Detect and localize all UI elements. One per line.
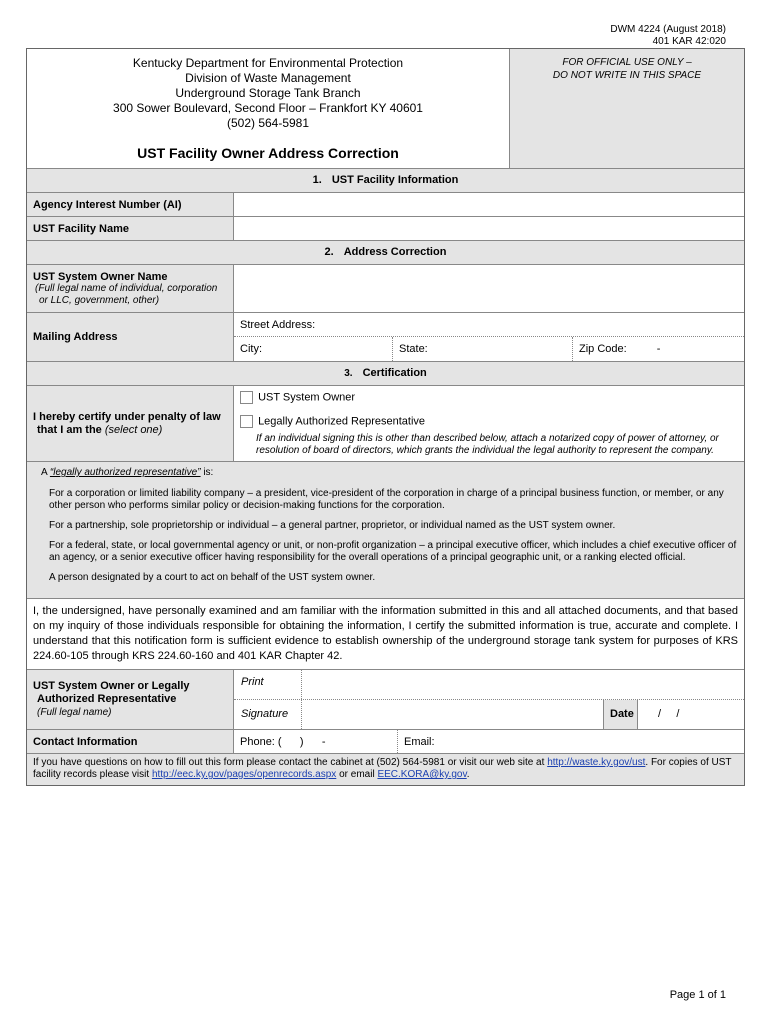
form-header xyxy=(27,49,744,168)
select-one-note: (select one) xyxy=(104,423,163,436)
mailing-address-label: Mailing Address xyxy=(27,313,234,361)
owner-name-row xyxy=(27,264,744,312)
phone-label: Phone: ( ) - xyxy=(240,736,326,748)
date-separators: / / xyxy=(658,708,680,720)
certify-label: I hereby certify under penalty of law xyxy=(33,410,221,423)
agency-address: 300 Sower Boulevard, Second Floor – Frankfort KY 40601 xyxy=(113,101,423,115)
signer-note: (Full legal name) xyxy=(37,707,112,718)
open-records-link[interactable]: http://eec.ky.gov/pages/openrecords.aspx xyxy=(151,769,337,780)
agency-line: Division of Waste Management xyxy=(185,71,351,85)
city-field[interactable] xyxy=(234,337,393,361)
certification-row xyxy=(27,385,744,461)
section-title: UST Facility Information xyxy=(331,174,459,186)
definition-item: For a partnership, sole proprietorship or individual – a general partner, proprietor, or individual named as the UST system owner. xyxy=(49,520,616,531)
help-text: or email xyxy=(339,769,375,780)
state-label: State: xyxy=(399,343,428,355)
owner-option-label: UST System Owner xyxy=(258,391,356,404)
agency-phone: (502) 564-5981 xyxy=(226,116,310,130)
signature-row xyxy=(27,669,744,729)
form-number xyxy=(610,24,726,48)
definition-intro: is: xyxy=(203,467,214,478)
section-number: 2. xyxy=(324,246,334,258)
help-text: . xyxy=(466,769,470,780)
help-footer xyxy=(27,753,744,785)
signature-label: Signature xyxy=(234,700,302,729)
definition-item: A person designated by a court to act on behalf of the UST system owner. xyxy=(49,572,376,583)
section-1-header xyxy=(27,168,744,192)
definition-item: For a corporation or limited liability company – a president, vice-president of the corporation in charge of a principal business function, or member, or any other person who performs similar policy or decision-making functions for the corporation. xyxy=(49,488,724,511)
option-representative[interactable] xyxy=(240,415,738,433)
owner-checkbox[interactable] xyxy=(240,391,253,404)
definition-block xyxy=(27,461,744,598)
section-2-header xyxy=(27,240,744,264)
representative-option-label: Legally Authorized Representative xyxy=(258,415,426,428)
phone-field[interactable] xyxy=(234,730,398,753)
ai-row xyxy=(27,192,744,216)
form-number-line: DWM 4224 (August 2018) xyxy=(610,24,726,35)
state-field[interactable] xyxy=(393,337,573,361)
section-number: 3. xyxy=(344,368,353,379)
signature-input[interactable] xyxy=(302,700,604,729)
facility-name-row xyxy=(27,216,744,240)
page-number: Page 1 of 1 xyxy=(669,989,726,1001)
section-number: 1. xyxy=(312,174,322,186)
signer-label: UST System Owner or Legally xyxy=(33,680,190,692)
agency-line: Kentucky Department for Environmental Protection xyxy=(132,56,404,70)
form-title: UST Facility Owner Address Correction xyxy=(137,145,399,161)
email-label: Email: xyxy=(404,736,435,748)
facility-name-label: UST Facility Name xyxy=(27,217,234,240)
regulation-number: 401 KAR 42:020 xyxy=(652,36,726,47)
owner-name-label: UST System Owner Name xyxy=(33,271,168,283)
signer-label: Authorized Representative xyxy=(37,693,177,705)
zip-code-label: Zip Code: xyxy=(579,343,627,355)
form-frame xyxy=(26,48,745,786)
attestation-text: I, the undersigned, have personally examined and am familiar with the information submitted in this and all attached documents, and that based on my inquiry of those individuals responsible for obtaining the information, I certify the submitted information is true, accurate and complete. I understand that this notification form is sufficient evidence to establish ownership of the underground storage tank system for purposes of KRS 224.60-105 through KRS 224.60-160 and 401 KAR Chapter 42. xyxy=(33,605,738,662)
section-title: Certification xyxy=(362,367,427,379)
help-text: If you have questions on how to fill out this form please contact the cabinet at (502) 564-5981 or visit our web site at xyxy=(33,757,545,768)
definition-intro: A xyxy=(41,467,48,478)
official-use-line: DO NOT WRITE IN THIS SPACE xyxy=(552,70,702,81)
definition-item: For a federal, state, or local governmental agency or unit, or non-profit organization – a principal executive officer, which includes a chief executive officer of an agency, or a senior executive officer having responsibility for the overall operations of a principal geographic unit, or a ranking elected official. xyxy=(49,540,737,563)
print-label: Print xyxy=(234,670,302,699)
date-label: Date xyxy=(604,700,638,729)
ai-label: Agency Interest Number (AI) xyxy=(27,193,234,216)
street-address-field[interactable] xyxy=(234,313,744,337)
date-input[interactable] xyxy=(638,700,744,729)
section-title: Address Correction xyxy=(343,246,447,258)
definition-term: “legally authorized representative” xyxy=(49,467,201,478)
zip-dash: - xyxy=(656,343,661,355)
help-text: . For copies of UST facility records please visit xyxy=(33,757,732,780)
agency-block xyxy=(27,49,510,168)
agency-line: Underground Storage Tank Branch xyxy=(175,86,361,100)
waste-website-link[interactable]: http://waste.ky.gov/ust xyxy=(547,757,646,768)
owner-name-input[interactable] xyxy=(234,265,744,312)
print-name-input[interactable] xyxy=(302,670,744,699)
owner-name-note: or LLC, government, other) xyxy=(39,295,160,306)
zip-code-field[interactable] xyxy=(573,337,744,361)
mailing-address-row xyxy=(27,312,744,361)
facility-name-input[interactable] xyxy=(234,217,744,240)
owner-name-note: (Full legal name of individual, corporation xyxy=(35,283,218,294)
city-label: City: xyxy=(240,343,262,355)
official-use-box xyxy=(510,49,744,168)
section-3-header xyxy=(27,361,744,385)
ai-input[interactable] xyxy=(234,193,744,216)
contact-row xyxy=(27,729,744,753)
kora-email-link[interactable]: EEC.KORA@ky.gov xyxy=(377,769,467,780)
email-field[interactable] xyxy=(398,730,744,753)
street-address-label: Street Address: xyxy=(240,319,316,331)
option-owner[interactable] xyxy=(240,391,738,411)
contact-label: Contact Information xyxy=(27,730,234,753)
certify-label: that I am the xyxy=(37,423,102,436)
official-use-line: FOR OFFICIAL USE ONLY – xyxy=(562,57,692,68)
representative-checkbox[interactable] xyxy=(240,415,253,428)
option-note: If an individual signing this is other than described below, attach a notarized copy of power of attorney, or resolution of board of directors, which grants the individual the legal authority to represent the company. xyxy=(256,433,719,456)
